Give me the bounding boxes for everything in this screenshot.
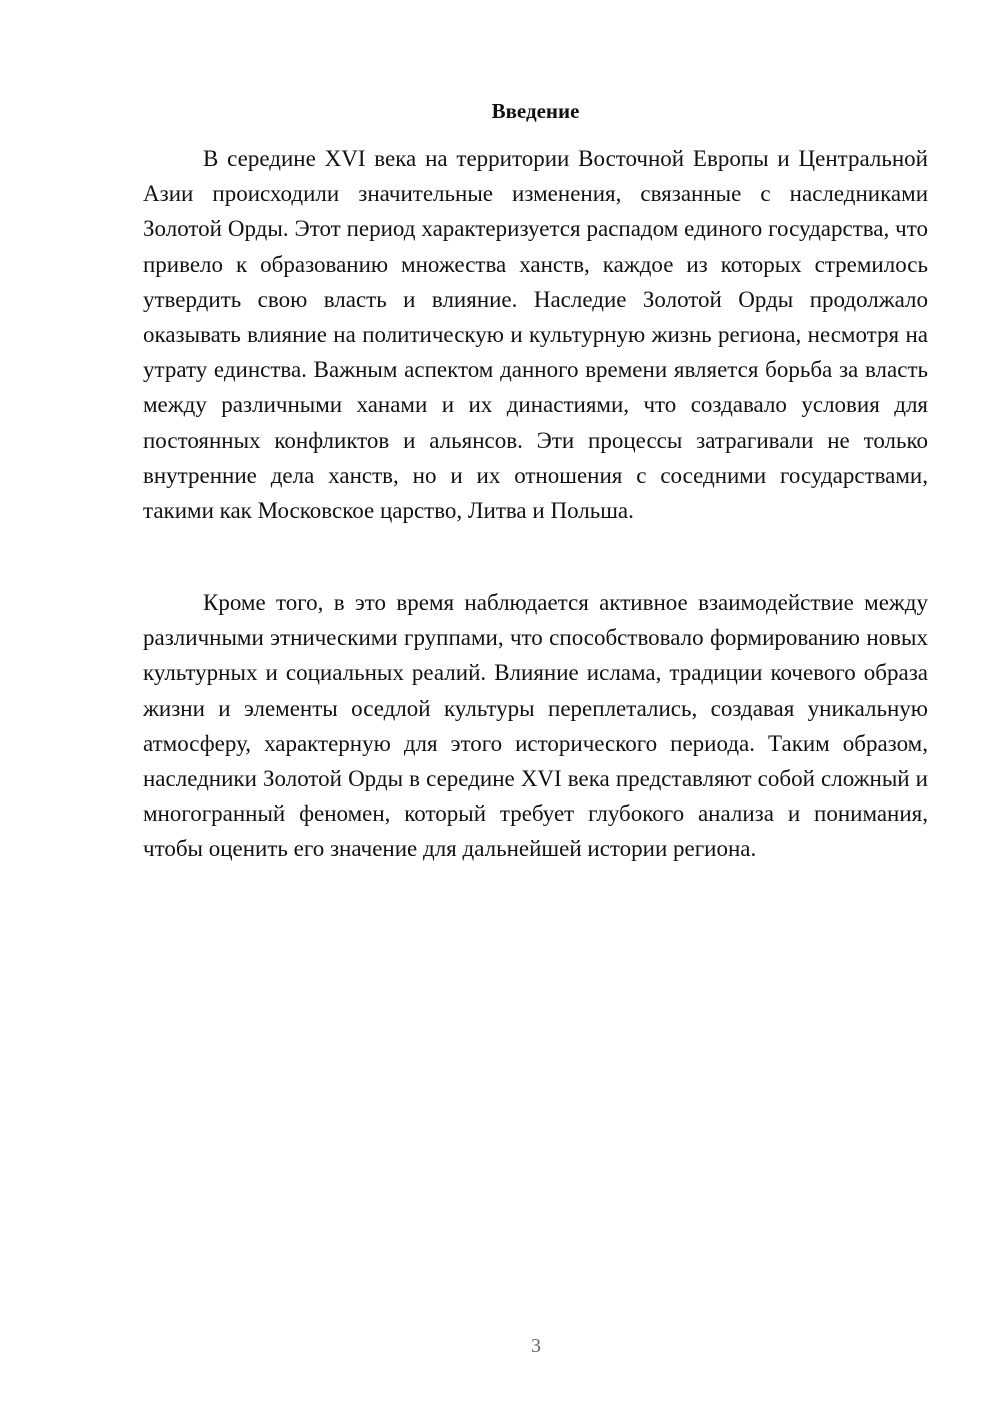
page-number: 3: [531, 1335, 541, 1357]
paragraph-2: Кроме того, в это время наблюдается активное взаимодействие между различными этническими группами, что способствовало формированию новых культурных и социальных реалий. Влияние ислама, традиции кочевого образа жизни и элементы оседлой культуры переплетались, создавая уникальную атмосферу, характерную для этого исторического периода. Таким образом, наследники Золотой Орды в середине XVI века представляют собой сложный и многогранный феномен, который требует глубокого анализа и понимания, чтобы оценить его значение для дальнейшей истории региона.: [143, 590, 928, 862]
page-title: Введение: [491, 99, 580, 123]
paragraph-1: В середине XVI века на территории Восточной Европы и Центральной Азии происходили значительные изменения, связанные с наследниками Золотой Орды. Этот период характеризуется распадом единого государства, что привело к образованию множества ханств, каждое из которых стремилось утвердить свою власть и влияние. Наследие Золотой Орды продолжало оказывать влияние на политическую и культурную жизнь региона, несмотря на утрату единства. Важным аспектом данного времени является борьба за власть между различными ханами и их династиями, что создавало условия для постоянных конфликтов и альянсов. Эти процессы затрагивали не только внутренние дела ханств, но и их отношения с соседними государствами, такими как Московское царство, Литва и Польша.: [143, 146, 928, 524]
